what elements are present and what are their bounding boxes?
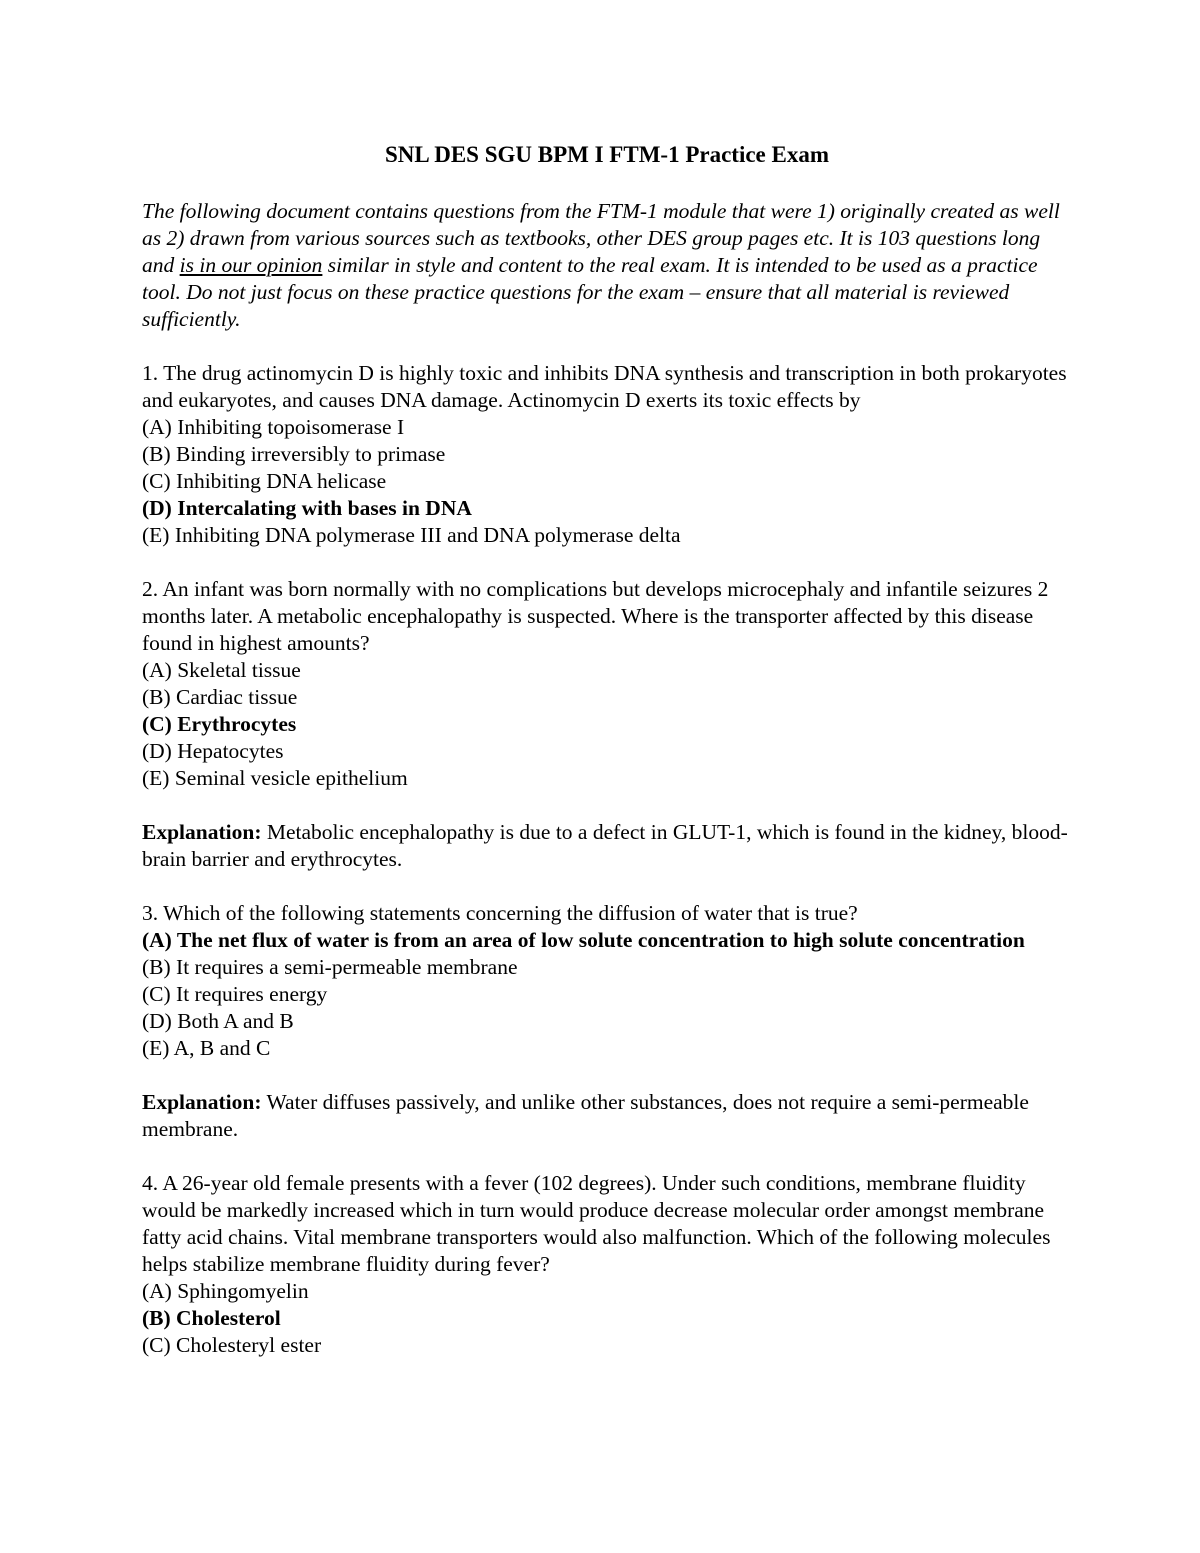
correct-answer-option: (D) Intercalating with bases in DNA bbox=[142, 496, 472, 520]
answer-option: (E) A, B and C bbox=[142, 1036, 271, 1060]
explanation-label: Explanation: bbox=[142, 820, 262, 844]
answer-option: (D) Hepatocytes bbox=[142, 739, 284, 763]
answer-option: (B) Binding irreversibly to primase bbox=[142, 442, 446, 466]
answer-option: (C) It requires energy bbox=[142, 982, 328, 1006]
intro-underlined-phrase: is in our opinion bbox=[179, 253, 323, 277]
question-stem: 3. Which of the following statements concerning the diffusion of water that is true? bbox=[142, 901, 858, 925]
answer-option: (E) Seminal vesicle epithelium bbox=[142, 766, 408, 790]
question-1 bbox=[142, 360, 1072, 549]
explanation-label: Explanation: bbox=[142, 1090, 262, 1114]
question-4 bbox=[142, 1170, 1072, 1359]
answer-option: (A) Inhibiting topoisomerase I bbox=[142, 415, 405, 439]
answer-option: (D) Both A and B bbox=[142, 1009, 294, 1033]
intro-text-end: similar in style and content to the real exam. It is intended to be used as a practice tool. Do not just focus on these practice questions for the exam – ensure that all material is reviewed sufficiently. bbox=[142, 253, 1038, 331]
answer-option: (A) Skeletal tissue bbox=[142, 658, 301, 682]
question-3 bbox=[142, 900, 1072, 1062]
document-title: SNL DES SGU BPM I FTM-1 Practice Exam bbox=[385, 142, 829, 167]
explanation-text: Metabolic encephalopathy is due to a defect in GLUT-1, which is found in the kidney, blood-brain barrier and erythrocytes. bbox=[142, 820, 1068, 871]
intro-text-start: The following document contains questions from the FTM-1 module that were 1) originally created as well as 2) drawn from various sources such as textbooks, other DES group pages etc. It is 103 questions long and bbox=[142, 199, 1060, 277]
explanation-2 bbox=[142, 819, 1072, 873]
answer-option: (B) It requires a semi-permeable membrane bbox=[142, 955, 518, 979]
answer-option: (C) Inhibiting DNA helicase bbox=[142, 469, 387, 493]
question-stem: 2. An infant was born normally with no complications but develops microcephaly and infantile seizures 2 months later. A metabolic encephalopathy is suspected. Where is the transporter affected by this disease found in highest amounts? bbox=[142, 577, 1049, 655]
answer-option: (E) Inhibiting DNA polymerase III and DNA polymerase delta bbox=[142, 523, 681, 547]
correct-answer-option: (A) The net flux of water is from an area of low solute concentration to high solute concentration bbox=[142, 928, 1025, 952]
explanation-text: Water diffuses passively, and unlike other substances, does not require a semi-permeable membrane. bbox=[142, 1090, 1029, 1141]
question-stem: 1. The drug actinomycin D is highly toxic and inhibits DNA synthesis and transcription in both prokaryotes and eukaryotes, and causes DNA damage. Actinomycin D exerts its toxic effects by bbox=[142, 361, 1067, 412]
explanation-3 bbox=[142, 1089, 1072, 1143]
question-2 bbox=[142, 576, 1072, 792]
intro-paragraph bbox=[142, 198, 1072, 333]
question-stem: 4. A 26-year old female presents with a fever (102 degrees). Under such conditions, membrane fluidity would be markedly increased which in turn would produce decrease molecular order amongst membrane fatty acid chains. Vital membrane transporters would also malfunction. Which of the following molecules helps stabilize membrane fluidity during fever? bbox=[142, 1171, 1051, 1276]
answer-option: (A) Sphingomyelin bbox=[142, 1279, 309, 1303]
answer-option: (C) Cholesteryl ester bbox=[142, 1333, 322, 1357]
correct-answer-option: (B) Cholesterol bbox=[142, 1306, 281, 1330]
answer-option: (B) Cardiac tissue bbox=[142, 685, 298, 709]
correct-answer-option: (C) Erythrocytes bbox=[142, 712, 297, 736]
exam-page bbox=[142, 140, 1072, 1386]
